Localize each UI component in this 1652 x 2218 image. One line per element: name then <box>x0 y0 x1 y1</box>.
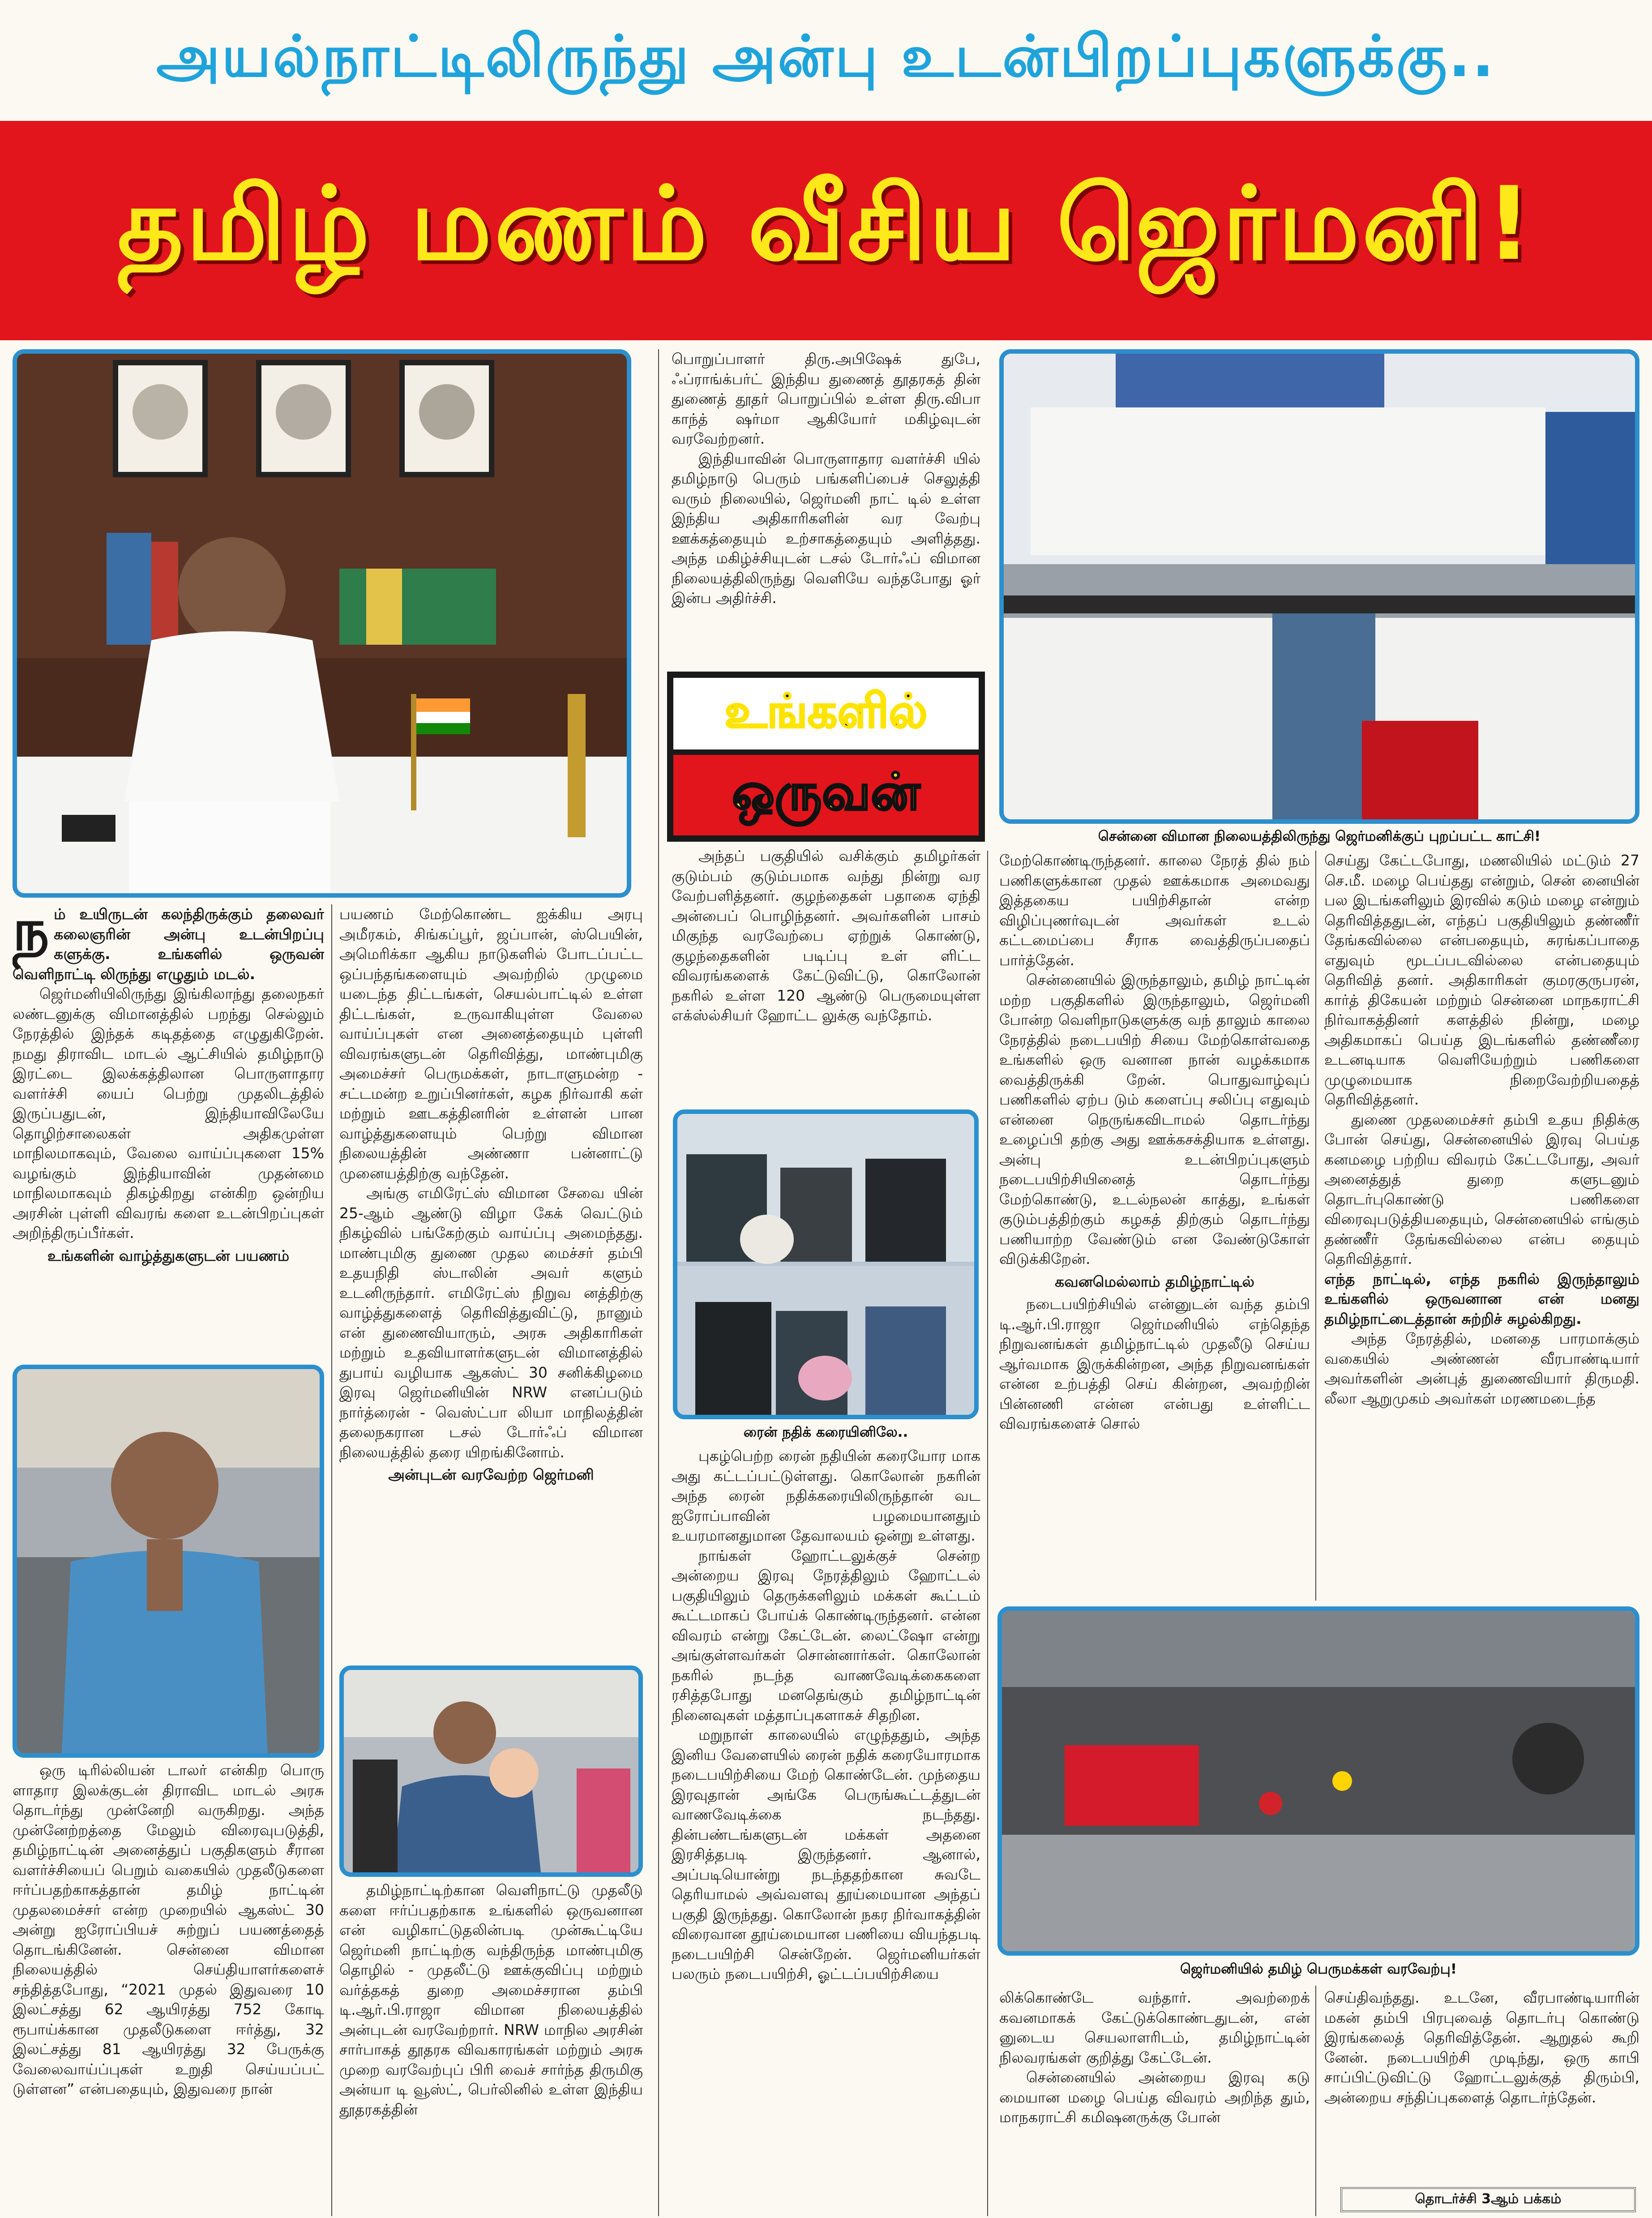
rhine-meeting-photo <box>673 1109 979 1419</box>
article-column-5-bottom <box>1324 1988 1639 2180</box>
body-paragraph: சென்னையில் அன்றைய இரவு கடு மையான மழை பெய்த விவரம் அறிந்த தும், மாநகராட்சி கமிஷனருக்கு போன் <box>999 2068 1310 2126</box>
airport-departure-photo <box>999 349 1639 824</box>
continued-label: தொடர்ச்சி 3ஆம் பக்கம் <box>1415 2191 1562 2207</box>
body-paragraph: பொறுப்பாளர் திரு.அபிஷேக் துபே, ஃப்ராங்க்பர்ட் இந்திய துணைத் தூதரகத் தின் துணைத் தூதர் பொறுப்பில் உள்ள திரு.விபா காந்த் ஷர்மா ஆகியோர் மகிழ்வுடன் வரவேற்றனர். <box>672 350 980 447</box>
logo-line-1: உங்களில் <box>724 683 928 738</box>
body-paragraph: மறுநாள் காலையில் எழுந்ததும், அந்த இனிய வேளையில் ரைன் நதிக் கரையோரமாக நடைபயிற்சியை மேற் கொண்டேன். முந்தைய இரவுதான் அங்கே பெருங்கூட்டத்துடன் வாணவேடிக்கை நடந்தது. தின்பண்டங்களுடன் மக்கள் அதனை இரசித்தபடி இருந்தனர். ஆனால், அப்படியொன்று நடந்ததற்கான சுவடே தெரியாமல் அவ்வளவு தூய்மையான அந்தப் பகுதி இருந்தது. கொலோன் நகர நிர்வாகத்தின் விரைவான தூய்மையான பணியை வியந்தபடி நடைபயிற்சி சென்றேன். ஜெர்மனியர்கள் பலரும் நடைபயிற்சி, ஓட்டப்பயிற்சியை <box>672 1726 980 1982</box>
bold-quote: எந்த நாட்டில், எந்த நகரில் இருந்தாலும் உங்களில் ஒருவனான என் மனது தமிழ்நாட்டைத்தான் சுற்றிச் சுழல்கிறது. <box>1324 1270 1639 1327</box>
column-rule <box>331 904 332 2216</box>
headline-banner <box>0 121 1652 340</box>
continued-on-page-link[interactable] <box>1340 2187 1636 2212</box>
main-portrait-photo <box>13 349 631 898</box>
body-paragraph: புகழ்பெற்ற ரைன் நதியின் கரையோர மாக அது கட்டப்பட்டுள்ளது. கொலோன் நகரின் அந்த ரைன் நதிக்கரையிலிருந்தான் வட ஐரோப்பாவின் பழமையானதும் உயரமானதுமான தேவாலயம் ஒன்று உள்ளது. <box>672 1447 980 1544</box>
dropcap-letter: ந <box>13 904 50 963</box>
subheading: உங்களின் வாழ்த்துகளுடன் பயணம் <box>47 1246 290 1264</box>
subheading: கவனமெல்லாம் தமிழ்நாட்டில் <box>1055 1272 1254 1290</box>
body-paragraph: நாங்கள் ஹோட்டலுக்குச் சென்ற அன்றைய இரவு நேரத்திலும் ஹோட்டல் பகுதியிலும் தெருக்களிலும் மக்கள் கூட்டம் கூட்டமாகப் போய்க் கொண்டிருந்தனர். என்ன விவரம் என்று கேட்டேன். லைட்ஷோ என்று அங்குள்ளவர்கள் சொன்னார்கள். கொலோன் நகரில் நடந்த வாணவேடிக்கைகளை ரசித்தபோது மனதெங்கும் தமிழ்நாட்டின் நினைவுகள் மத்தாப்புகளாகச் சிதறின. <box>672 1546 980 1724</box>
welcome-photo-caption: ஜெர்மனியில் தமிழ் பெருமக்கள் வரவேற்பு! <box>1180 1961 1457 1977</box>
body-paragraph: செய்திவந்தது. உடனே, வீரபாண்டியாரின் மகன் தம்பி பிரபுவைத் தொடர்பு கொண்டு இரங்கலைத் தெரிவித்தேன். ஆறுதல் கூறி னேன். நடைபயிற்சி முடிந்து, ஒரு காபி சாப்பிட்டுவிட்டு ஹோட்டலுக்குத் திரும்பி, அன்றைய சந்திப்புகளைத் தொடர்ந்தேன். <box>1324 1989 1639 2106</box>
airport-photo-caption: சென்னை விமான நிலையத்திலிருந்து ஜெர்மனிக்குப் புறப்பட்ட காட்சி! <box>1098 828 1541 844</box>
article-column-2-top <box>339 904 643 1661</box>
body-paragraph: மேற்கொண்டிருந்தனர். காலை நேரத் தில் நம் பணிகளுக்கான முதல் ஊக்கமாக அமைவது இத்தகைய பயிற்சிதான் என்ற விழிப்புணர்வுடன் அவர்கள் உடல் கட்டமைப்பை சீராக வைத்திருப்பதைப் பார்த்தேன். <box>999 852 1310 969</box>
column-rule <box>987 851 988 2216</box>
body-paragraph: அந்த நேரத்தில், மனதை பாரமாக்கும் வகையில் அண்ணன் வீரபாண்டியார் அவர்களின் அன்புத் துணைவியார் திருமதி. லீலா ஆறுமுகம் அவர்கள் மரணமடைந்த <box>1324 1330 1639 1407</box>
greeting-namaste-photo <box>13 1365 324 1758</box>
body-paragraph: லிக்கொண்டே வந்தார். அவற்றைக் கவனமாகக் கேட்டுக்கொண்டதுடன், என் னுடைய செயலாளரிடம், தமிழ்நாட்டின் நிலவரங்கள் குறித்து கேட்டேன். <box>999 1989 1310 2066</box>
body-paragraph: பயணம் மேற்கொண்ட ஐக்கிய அரபு அமீரகம், சிங்கப்பூர், ஜப்பான், ஸ்பெயின், அமெரிக்கா ஆகிய நாடுகளில் போடப்பட்ட ஒப்பந்தங்களையும் அவற்றில் முழுமை யடைந்த திட்டங்கள், செயல்பாட்டில் உள்ள திட்டங்கள், உருவாகியுள்ள வேலை வாய்ப்புகள் என அனைத்தையும் புள்ளி விவரங்களுடன் தெரிவித்து, மாண்புமிகு அமைச்சர் பெருமக்கள், நாடாளுமன்ற - சட்டமன்ற உறுப்பினர்கள், கழக நிர்வாகி கள் மற்றும் ஊடகத்தினரின் உள்ளன் பான வாழ்த்துகளையும் பெற்று விமான நிலையத்தின் அண்ணா பன்னாட்டு முனையத்திற்கு வந்தேன். <box>339 905 643 1182</box>
subheading: அன்புடன் வரவேற்ற ஜெர்மனி <box>388 1466 594 1483</box>
body-paragraph: நடைபயிற்சியில் என்னுடன் வந்த தம்பி டி.ஆர்.பி.ராஜா ஜெர்மனியில் எந்தெந்த நிறுவனங்கள் தமிழ்நாட்டில் முதலீடு செய்ய ஆர்வமாக இருக்கின்றன, அந்த நிறுவனங்கள் என்ன உற்பத்தி செய் கின்றன, அவற்றின் பின்னணி என்ன என்பது உள்ளிட்ட விவரங்களைச் சொல் <box>999 1295 1310 1432</box>
article-column-3-bottom <box>672 1446 980 2215</box>
logo-line-2: ஒருவன் <box>732 762 920 822</box>
article-column-4-top <box>999 851 1310 1601</box>
column-rule <box>658 349 659 2216</box>
body-paragraph: ஒரு டிரில்லியன் டாலர் என்கிற பொரு ளாதார இலக்குடன் திராவிட மாடல் அரசு தொடர்ந்து முன்னேறி வருகிறது. அந்த முன்னேற்றத்தை மேலும் விரைவுபடுத்தி, தமிழ்நாட்டின் அனைத்துப் பகுதிகளும் சீரான வளர்ச்சியைப் பெறும் வகையில் முதலீடுகளை ஈர்ப்பதற்காகத்தான் தமிழ் நாட்டின் முதலமைச்சர் என்ற முறையில் ஆகஸ்ட் 30 அன்று ஐரோப்பியச் சுற்றுப் பயணத்தைத் தொடங்கினேன். சென்னை விமான நிலையத்தில் செய்தியாளர்களைச் சந்தித்தபோது, “2021 முதல் இதுவரை 10 இலட்சத்து 62 ஆயிரத்து 752 கோடி ரூபாய்க்கான முதலீடுகளை ஈர்த்து, 32 இலட்சத்து 81 ஆயிரத்து 32 பேருக்கு வேலைவாய்ப்புகள் உறுதி செய்யப்பட் டுள்ளன” என்பதையும், இதுவரை நான் <box>13 1761 324 2098</box>
body-paragraph: இந்தியாவின் பொருளாதார வளர்ச்சி யில் தமிழ்நாடு பெரும் பங்களிப்பைச் செலுத்தி வரும் நிலையில், ஜெர்மனி நாட் டில் உள்ள இந்திய அதிகாரிகளின் வர வேற்பு ஊக்கத்தையும் உற்சாகத்தையும் அளித்தது. அந்த மகிழ்ச்சியுடன் டசல் டோர்ஃப் விமான நிலையத்திலிருந்து வெளியே வந்தபோது ஓர் இன்ப அதிர்ச்சி. <box>672 450 980 607</box>
headline-text: தமிழ் மணம் வீசிய ஜெர்மனி! <box>117 165 1535 283</box>
rhine-photo-caption: ரைன் நதிக் கரையினிலே.. <box>743 1424 908 1440</box>
body-paragraph: துணை முதலமைச்சர் தம்பி உதய நிதிக்கு போன் செய்து, சென்னையில் இரவு பெய்த கனமழை பற்றிய விவரம் கேட்டபோது, அவர் அனைத்துத் துறை களுடனும் தொடர்புகொண்டு பணிகளை விரைவுபடுத்தியதையும், சென்னையில் எங்கும் தண்ணீர் தேங்கவில்லை என்ப தையும் தெரிவித்தார். <box>1324 1110 1639 1267</box>
article-column-1-top <box>13 904 324 1361</box>
body-paragraph: செய்து கேட்டபோது, மணலியில் மட்டும் 27 செ.மீ. மழை பெய்தது என்றும், சென் னையின் பல இடங்களிலும் இரவில் கடும் மழை என்றும் தெரிவித்ததுடன், எந்தப் பகுதியிலும் தண்ணீர் தேங்கவில்லை என்பதையும், சுரங்கப்பாதை எதுவும் மூடப்படவில்லை என்பதையும் தெரிவித் தனர். அதிகாரிகள் குமரகுருபரன், கார்த் திகேயன் மற்றும் சென்னை மாநகராட்சி நிர்வாகத்தினர் களத்தில் நின்று, மழை அதிகமாகப் பெய்த இடங்களில் தண்ணீரை உடனடியாக வெளியேற்றும் பணிகளை முழுமையாக நிறைவேற்றியதைத் தெரிவித்தனர். <box>1324 852 1639 1108</box>
article-column-3-middle <box>672 846 980 1106</box>
baby-welcome-photo <box>339 1666 643 1877</box>
germany-welcome-crowd-photo <box>997 1606 1639 1956</box>
kicker-text: அயல்நாட்டிலிருந்து அன்பு உடன்பிறப்புகளுக்கு.. <box>156 23 1496 90</box>
body-paragraph: ஜெர்மனியிலிருந்து இங்கிலாந்து தலைநகர் லண்டனுக்கு விமானத்தில் பறந்து செல்லும் நேரத்தில் இந்தக் கடிதத்தை எழுதுகிறேன். நமது திராவிட மாடல் ஆட்சியில் தமிழ்நாடு இரட்டை இலக்கத்திலான பொருளாதார வளர்ச்சி யைப் பெற்று முதலிடத்தில் இருப்பதுடன், இந்தியாவிலேயே தொழிற்சாலைகள் அதிகமுள்ள மாநிலமாகவும், வேலை வாய்ப்புகளை 15% வழங்கும் இந்தியாவின் முதன்மை மாநிலமாகவும் திகழ்கிறது என்கிற ஒன்றிய அரசின் புள்ளி விவரங் களை உடன்பிறப்புகள் அறிந்திருப்பீர்கள். <box>13 985 324 1242</box>
article-column-1-bottom <box>13 1760 324 2215</box>
article-column-2-bottom <box>339 1880 643 2215</box>
column-rule <box>1315 851 1316 1601</box>
article-column-5-top <box>1324 851 1639 1601</box>
body-paragraph: அங்கு எமிரேட்ஸ் விமான சேவை யின் 25-ஆம் ஆண்டு விழா கேக் வெட்டும் நிகழ்வில் பங்கேற்கும் வாய்ப்பு அமைந்தது. மாண்புமிகு துணை முதல மைச்சர் தம்பி உதயநிதி ஸ்டாலின் அவர் களும் உடனிருந்தார். எமிரேட்ஸ் நிறுவ னத்திற்கு வாழ்த்துகளைத் தெரிவித்துவிட்டு, நானும் என் துணைவியாரும், அரசு அதிகாரிகள் மற்றும் உதவியாளர்களுடன் விமானத்தில் துபாய் வழியாக ஆகஸ்ட் 30 சனிக்கிழமை இரவு ஜெர்மனியின் NRW எனப்படும் நார்த்ரைன் - வெஸ்ட்பா லியா மாநிலத்தின் தலைநகரான டசல் டோர்ஃப் விமான நிலையத்தில் தரை யிறங்கினோம். <box>339 1184 643 1461</box>
column-rule <box>1315 1986 1316 2216</box>
lead-paragraph: ம் உயிருடன் கலந்திருக்கும் தலைவர் கலைஞரின் அன்பு உடன்பிறப்பு களுக்கு. உங்களில் ஒருவன் வெளிநாட்டி லிருந்து எழுதும் மடல். <box>13 905 324 983</box>
kicker-banner <box>0 0 1652 121</box>
body-paragraph: தமிழ்நாட்டிற்கான வெளிநாட்டு முதலீடு களை ஈர்ப்பதற்காக உங்களில் ஒருவனான என் வழிகாட்டுதலின்படி முன்கூட்டியே ஜெர்மனி நாட்டிற்கு வந்திருந்த மாண்புமிகு தொழில் - முதலீட்டு ஊக்குவிப்பு மற்றும் வர்த்தகத் துறை அமைச்சரான தம்பி டி.ஆர்.பி.ராஜா விமான நிலையத்தில் அன்புடன் வரவேற்றார். NRW மாநில அரசின் சார்பாகத் தூதரக விவகாரங்கள் மற்றும் அரசு முறை வரவேற்புப் பிரி வைச் சார்ந்த திருமிகு அன்யா டி வூஸ்ட், பெர்லினில் உள்ள இந்திய தூதரகத்தின் <box>339 1881 643 2118</box>
ungalil-oruvan-logo <box>667 672 985 842</box>
article-column-3-top <box>672 349 980 669</box>
body-paragraph: சென்னையில் இருந்தாலும், தமிழ் நாட்டின் மற்ற பகுதிகளில் இருந்தாலும், ஜெர்மனி போன்ற வெளிநாடுகளுக்கு வந் தாலும் காலை நேரத்தில் நடைபயிற் சியை மேற்கொள்வதை உங்களில் ஒரு வனான நான் வழக்கமாக வைத்திருக்கி றேன். பொதுவாழ்வுப் பணிகளில் ஏற்ப டும் களைப்பு சலிப்பு எதுவும் என்னை நெருங்கவிடாமல் தொடர்ந்து உழைப்பி தற்கு அது ஊக்கசக்தியாக உள்ளது. அன்பு உடன்பிறப்புகளும் நடைபயிற்சியினைத் தொடர்ந்து மேற்கொண்டு, உடல்நலன் காத்து, உங்கள் குடும்பத்திற்கும் கழகத் திற்கும் தொடர்ந்து பணியாற்ற வேண்டும் என வேண்டுகோள் விடுக்கிறேன். <box>999 971 1310 1267</box>
body-paragraph: அந்தப் பகுதியில் வசிக்கும் தமிழர்கள் குடும்பம் குடும்பமாக வந்து நின்று வர வேற்பளித்தனர். குழந்தைகள் பதாகை ஏந்தி அன்பைப் பொழிந்தனர். அவர்களின் பாசம் மிகுந்த வரவேற்பை ஏற்றுக் கொண்டு, குழந்தைகளின் படிப்பு உள் ளிட்ட விவரங்களைக் கேட்டுவிட்டு, கொலோன் நகரில் உள்ள 120 ஆண்டு பெருமையுள்ள எக்ஸ்ல்சியர் ஹோட்ட லுக்கு வந்தோம். <box>672 847 980 1024</box>
article-column-4-bottom <box>999 1988 1310 2215</box>
